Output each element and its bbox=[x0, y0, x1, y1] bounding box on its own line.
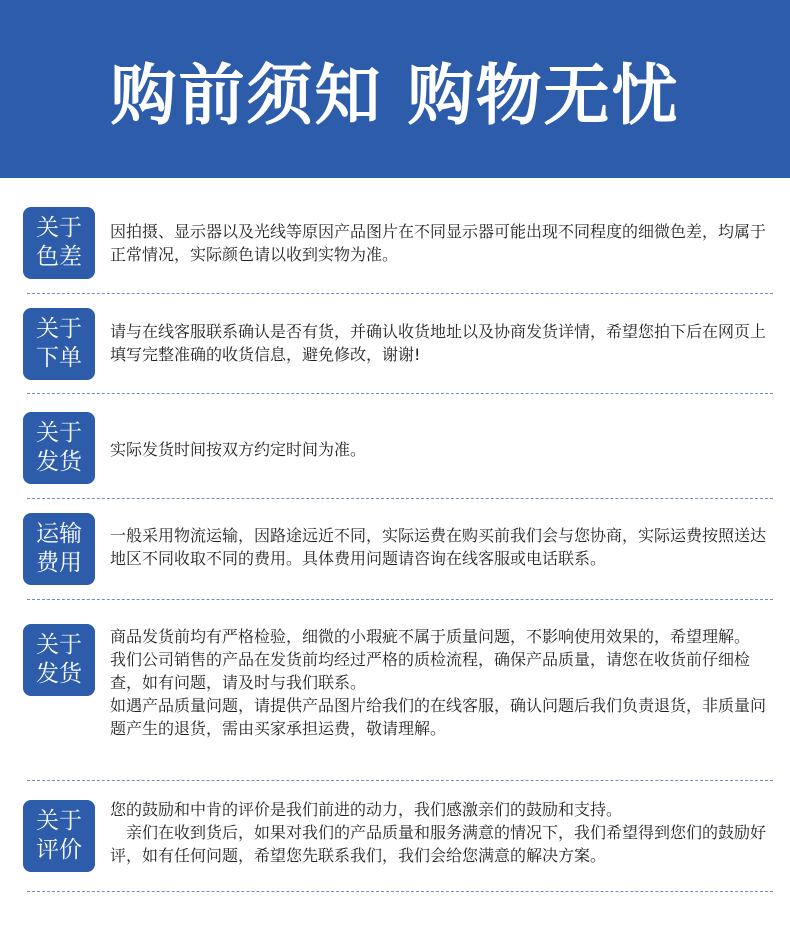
section-divider bbox=[27, 599, 773, 600]
badge-line-1: 关于 bbox=[36, 420, 82, 446]
section-badge-ordering bbox=[23, 308, 95, 380]
badge-line-1: 关于 bbox=[36, 316, 82, 342]
page-title: 购前须知 购物无忧 bbox=[110, 56, 680, 134]
badge-line-1: 关于 bbox=[36, 808, 82, 834]
section-text-shipping-time bbox=[110, 438, 770, 461]
badge-line-2: 费用 bbox=[36, 550, 82, 576]
badge-line-2: 评价 bbox=[36, 837, 82, 863]
badge-line-2: 发货 bbox=[36, 661, 82, 687]
section-divider bbox=[27, 293, 773, 294]
badge-line-2: 下单 bbox=[36, 345, 82, 371]
section-divider bbox=[27, 498, 773, 499]
section-text-shipping-fee bbox=[110, 524, 770, 570]
section-text-quality bbox=[110, 625, 770, 740]
section-text-color-difference bbox=[110, 220, 770, 266]
badge-line-1: 关于 bbox=[36, 632, 82, 658]
badge-line-2: 发货 bbox=[36, 449, 82, 475]
section-paragraph: 请与在线客服联系确认是否有货，并确认收货地址以及协商发货详情，希望您拍下后在网页上填写完整准确的收货信息，避免修改，谢谢! bbox=[110, 322, 767, 364]
section-paragraph: 商品发货前均有严格检验，细微的小瑕疵不属于质量问题，不影响使用效果的，希望理解。 bbox=[110, 627, 751, 646]
section-badge-review bbox=[23, 800, 95, 872]
badge-line-1: 关于 bbox=[36, 215, 82, 241]
badge-line-2: 色差 bbox=[36, 244, 82, 270]
section-badge-shipping-time bbox=[23, 412, 95, 484]
section-text-ordering bbox=[110, 320, 770, 366]
section-paragraph: 您的鼓励和中肯的评价是我们前进的动力，我们感激亲们的鼓励和支持。 bbox=[110, 800, 623, 819]
section-paragraph: 实际发货时间按双方约定时间为准。 bbox=[110, 440, 367, 459]
section-text-review bbox=[110, 798, 770, 867]
section-divider bbox=[27, 780, 773, 781]
section-paragraph: 因拍摄、显示器以及光线等原因产品图片在不同显示器可能出现不同程度的细微色差，均属于正常情况，实际颜色请以收到实物为准。 bbox=[110, 222, 767, 264]
section-paragraph: 我们公司销售的产品在发货前均经过严格的质检流程，确保产品质量，请您在收货前仔细检查，如有问题，请及时与我们联系。 bbox=[110, 650, 751, 692]
badge-line-1: 运输 bbox=[36, 521, 82, 547]
section-badge-quality bbox=[23, 624, 95, 696]
section-badge-shipping-fee bbox=[23, 513, 95, 585]
section-paragraph: 一般采用物流运输，因路途远近不同，实际运费在购买前我们会与您协商，实际运费按照送达地区不同收取不同的费用。具体费用问题请咨询在线客服或电话联系。 bbox=[110, 526, 767, 568]
section-paragraph: 如遇产品质量问题，请提供产品图片给我们的在线客服，确认问题后我们负责退货，非质量问题产生的退货，需由买家承担运费，敬请理解。 bbox=[110, 696, 767, 738]
section-divider bbox=[27, 393, 773, 394]
section-badge-color-difference bbox=[23, 207, 95, 279]
section-divider bbox=[27, 891, 773, 892]
section-paragraph: 亲们在收到货后，如果对我们的产品质量和服务满意的情况下，我们希望得到您们的鼓励好评，如有任何问题，希望您先联系我们，我们会给您满意的解决方案。 bbox=[110, 823, 767, 865]
header-banner bbox=[0, 0, 790, 178]
